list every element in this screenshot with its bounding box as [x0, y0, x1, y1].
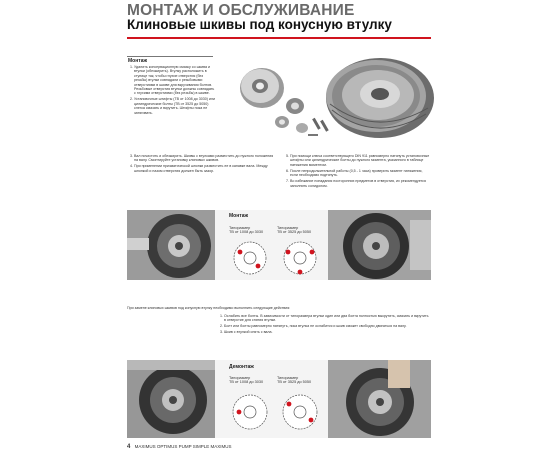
diagram-label-dismounting: Демонтаж	[229, 364, 254, 370]
dismounting-photo-right	[328, 360, 431, 438]
section-label-mounting: Монтаж	[128, 58, 148, 64]
mounting-step-1: 1. Удалить консервационную смазку со шкива и втулки (обезжирить). Втулку расположить в ступице так, чтобы глухие отверстия (без резьбы) втулки совпадали с резьбовыми отверстиями в шкиве для вкручивания болтов. Резьбовые отверстия втулки должны совпадать с глухими отверстиями (без резьбы) в шкиве.	[134, 65, 217, 96]
mounting-photo-right	[328, 210, 431, 280]
dismounting-intro: При замене клиновых шкивов под конусную втулку необходимо выполнить следующие действия:	[127, 306, 291, 310]
page-title: МОНТАЖ И ОБСЛУЖИВАНИЕ	[127, 2, 355, 19]
mounting-steps-right	[283, 154, 431, 190]
mounting-diagram	[215, 210, 328, 280]
mounting-steps-left	[127, 65, 217, 117]
page-number: 4	[127, 444, 131, 450]
mounting-photo-left	[127, 210, 215, 280]
page-subtitle: Клиновые шкивы под конусную втулку	[127, 17, 392, 32]
bushing-dismounting-drawing	[225, 390, 325, 434]
diagram-label-mounting: Монтаж	[229, 213, 249, 219]
dismounting-step-2: 2. Болт или болты равномерно натянуть, пока втулка не ослабится и шкив сможет свободно двигаться на валу.	[224, 324, 429, 328]
page-footer	[127, 444, 232, 450]
mounting-step-5: 5. При помощи ключа соответствующего DIN 911 равномерно натянуть установочные штифты или цилиндрические болты до нужного момента, указанного в таблице натяжения моментом.	[290, 154, 431, 167]
dismounting-caption-large: Типоразмер TB от 3525 до 5050	[277, 376, 312, 385]
mounting-step-2: 2. Установочные штифты (TB от 1008 до 3030) или цилиндрические болты (TB от 3525 до 5050) слегка смазать и вкрутить. Штифты пока не затягивать.	[134, 97, 217, 115]
mounting-step-3: 3. Вал почистить и обезжирить. Шкивы с втулками разместить до нужного положения на валу. Смонтируйте установку клиновых шкивов.	[134, 154, 277, 163]
bushing-mounting-drawing	[225, 238, 325, 278]
dismounting-caption-small: Типоразмер TB от 1008 до 3030	[229, 376, 264, 385]
mounting-step-6: 6. После непродолжительной работы (0,5 - 1 часа) проверить момент натяжения, если необходимо подтянуть.	[290, 169, 431, 178]
dismounting-steps	[217, 314, 429, 336]
mounting-step-7: 7. Во избежание попадания посторонних предметов в отверстия, их рекомендуется заполнить солидолом.	[290, 179, 431, 188]
mounting-caption-large: Типоразмер TB от 3525 до 5050	[277, 226, 312, 235]
footer-text: MAXIMUS OPTIMUS PUMP SIMPLE MAXIMUS	[134, 444, 232, 449]
dismounting-photo-left	[127, 360, 215, 438]
dismounting-diagram	[215, 360, 328, 438]
title-underline	[127, 37, 431, 39]
dismounting-step-3: 3. Шкив с втулкой снять с вала.	[224, 330, 429, 334]
mounting-caption-small: Типоразмер TB от 1008 до 3030	[229, 226, 264, 235]
pulley-product-image	[220, 56, 435, 148]
mounting-step-4: 4. При применении призматической шпонки разместить ее в канавке вала. Между шпонкой и пазом отверстия должен быть зазор.	[134, 164, 277, 173]
section-rule	[127, 56, 213, 57]
dismounting-step-1: 1. Ослабить все болты. В зависимости от типоразмера втулки один или два болта полностью выкрутить, смазать и вкрутить в отверстие для снятия втулки.	[224, 314, 429, 323]
mounting-steps-left-bottom	[127, 154, 277, 175]
